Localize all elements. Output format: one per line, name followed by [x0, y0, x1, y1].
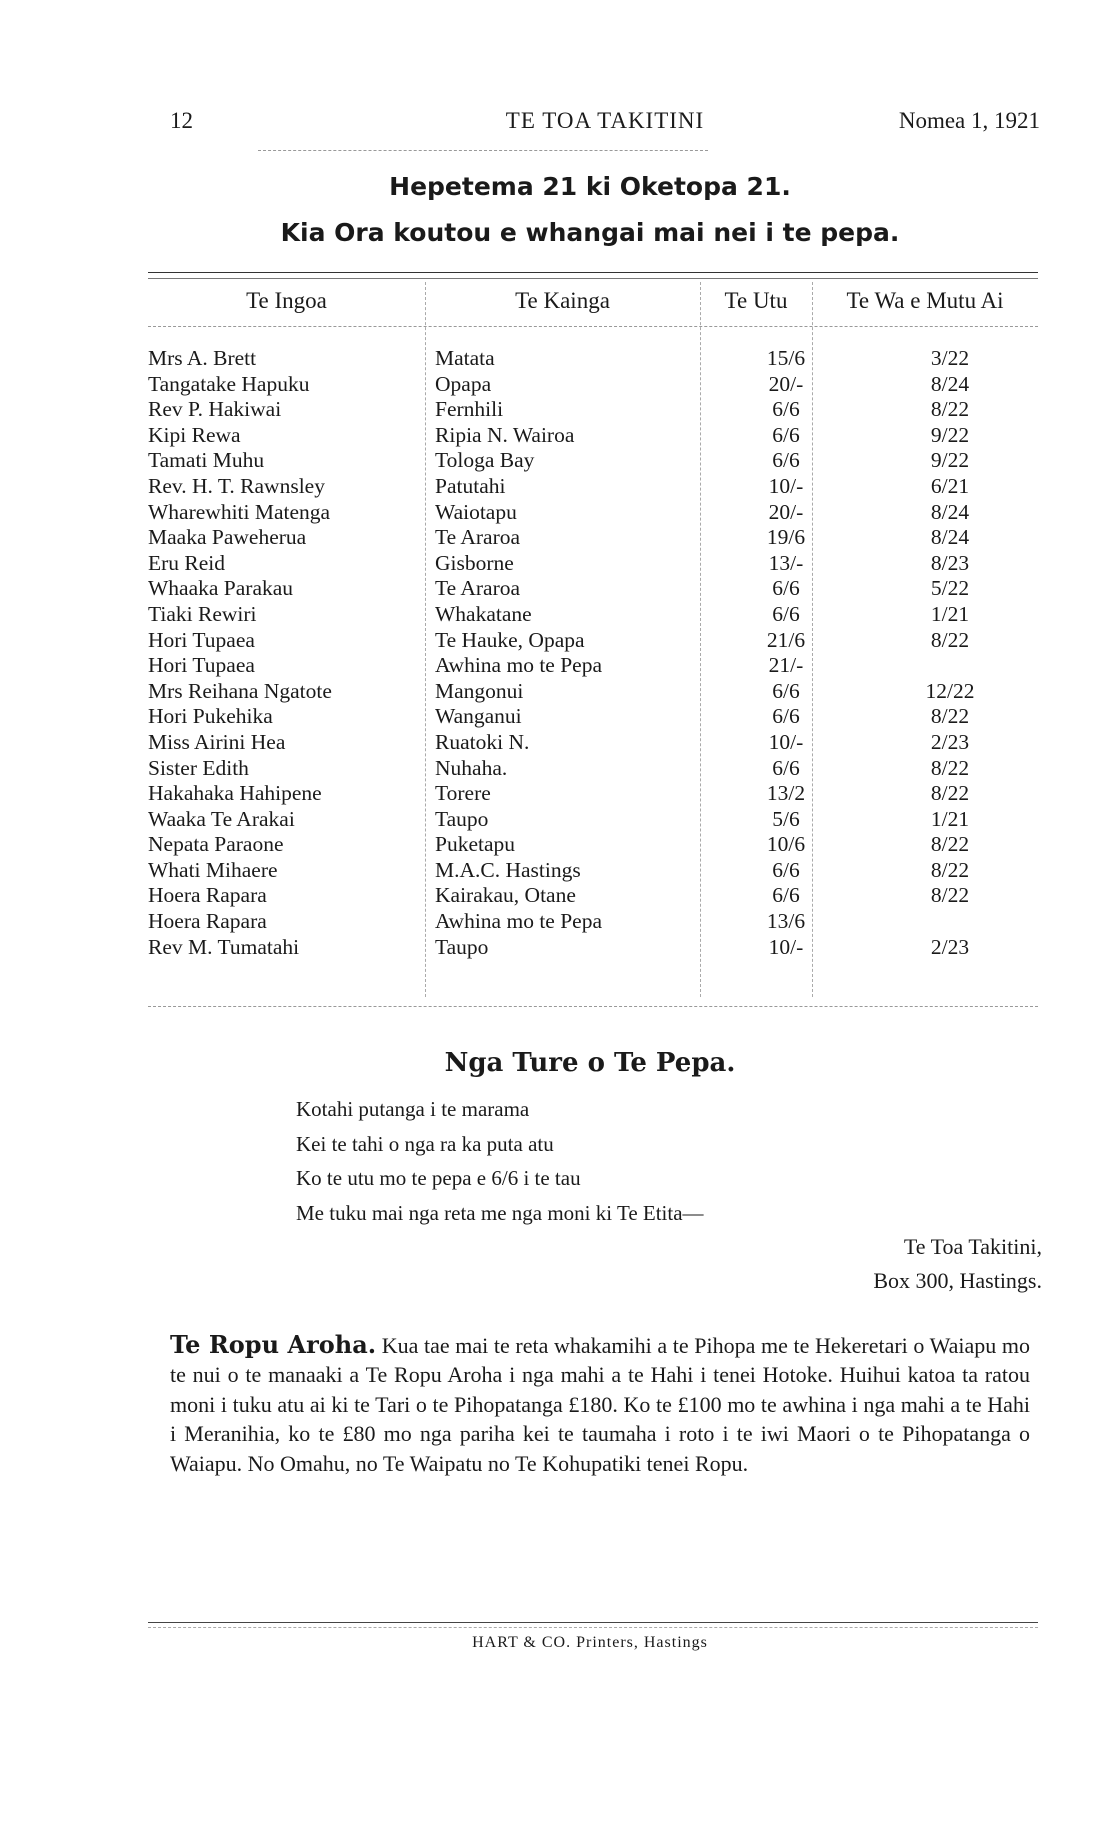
rule-line: Kotahi putanga i te marama — [296, 1097, 530, 1121]
cell-ends: 8/22 — [930, 832, 970, 857]
table-row — [148, 423, 1038, 449]
cell-ends: 8/22 — [930, 627, 970, 652]
cell-paid: 6/6 — [772, 601, 800, 626]
cell-name: Hakahaka Hahipene — [148, 781, 322, 806]
cell-place: Kairakau, Otane — [435, 883, 576, 908]
cell-paid: 6/6 — [772, 678, 800, 703]
rules-heading: Nga Ture o Te Pepa. — [444, 1048, 736, 1078]
rule-line: Me tuku mai nga reta me nga moni ki Te Etita— — [296, 1201, 704, 1226]
cell-name: Hoera Rapara — [148, 909, 267, 934]
table-row — [148, 346, 1038, 372]
cell-name: Rev P. Hakiwai — [148, 397, 282, 422]
cell-ends: 8/22 — [930, 781, 970, 806]
rule-line: Kei te tahi o nga ra ka puta atu — [296, 1131, 554, 1156]
table-row — [148, 448, 1038, 474]
cell-place: Whakatane — [435, 601, 532, 626]
cell-paid: 6/6 — [772, 857, 800, 882]
table-row — [148, 628, 1038, 654]
cell-name: Hori Pukehika — [148, 704, 273, 729]
cell-place: Te Araroa — [435, 525, 521, 550]
cell-place: Mangonui — [435, 678, 524, 703]
table-row — [148, 474, 1038, 500]
cell-name: Miss Airini Hea — [148, 729, 286, 754]
cell-place: Taupo — [435, 806, 489, 831]
table-row — [148, 397, 1038, 423]
cell-place: Wanganui — [435, 704, 522, 729]
cell-ends: 8/24 — [930, 525, 970, 550]
cell-paid: 21/6 — [766, 627, 806, 652]
cell-ends: 8/24 — [930, 499, 970, 524]
notice-paragraph — [170, 1330, 1030, 1478]
table-row — [148, 883, 1038, 909]
cell-paid: 15/6 — [766, 346, 806, 370]
table-bottom-rule — [148, 1006, 1038, 1007]
cell-paid: 6/6 — [772, 397, 800, 422]
cell-ends: 8/22 — [930, 755, 970, 780]
cell-name: Whaaka Parakau — [148, 576, 294, 601]
column-header-ends: Te Wa e Mutu Ai — [846, 288, 1004, 313]
cell-name: Mrs A. Brett — [148, 346, 257, 370]
column-header-name: Te Ingoa — [246, 288, 327, 313]
table-row — [148, 551, 1038, 577]
cell-paid: 6/6 — [772, 704, 800, 729]
cell-paid: 6/6 — [772, 755, 800, 780]
cell-place: Fernhili — [435, 397, 504, 422]
cell-ends: 5/22 — [930, 576, 970, 601]
cell-name: Hoera Rapara — [148, 883, 267, 908]
cell-place: Patutahi — [435, 473, 506, 498]
cell-name: Eru Reid — [148, 550, 226, 575]
page-subtitle: Kia Ora koutou e whangai mai nei i te pepa. — [280, 218, 900, 247]
cell-paid: 6/6 — [772, 576, 800, 601]
table-row — [148, 756, 1038, 782]
cell-ends: 8/22 — [930, 857, 970, 882]
table-row — [148, 653, 1038, 679]
table-row — [148, 730, 1038, 756]
page-number: 12 — [170, 108, 193, 133]
notice-body: Kua tae mai te reta whakamihi a te Pihopa me te Hekeretari o Waiapu mo te nui o te manaaki a Te Ropu Aroha i nga mahi a te Hahi i tenei Hotoke. Huihui katoa ta ratou moni i tuku atu ai ki te Tari o te Pihopatanga £180. Ko te £100 mo te awhina i nga mahi a te Hahi i Meranihia, ko te £80 mo nga pariha kei te taumaha i roto i te iwi Maori o te Pihopatanga o Waiapu. No Omahu, no Te Waipatu no Te Kohupatiki tenei Ropu. — [170, 1333, 1030, 1476]
running-head — [170, 108, 1040, 144]
table-header-rule — [148, 326, 1038, 327]
table-row — [148, 781, 1038, 807]
cell-place: Awhina mo te Pepa — [435, 909, 603, 934]
cell-place: Nuhaha. — [435, 755, 508, 780]
rules-list — [296, 1092, 1016, 1231]
cell-place: Puketapu — [435, 832, 516, 857]
cell-paid: 13/- — [768, 550, 804, 575]
table-row — [148, 576, 1038, 602]
cell-name: Tangatake Hapuku — [148, 371, 310, 396]
cell-name: Whati Mihaere — [148, 857, 278, 882]
cell-place: Taupo — [435, 934, 489, 959]
cell-paid: 20/- — [768, 499, 804, 524]
cell-name: Wharewhiti Matenga — [148, 499, 331, 524]
cell-ends: 6/21 — [930, 473, 970, 498]
table-row — [148, 935, 1038, 961]
cell-paid: 13/2 — [766, 781, 806, 806]
table-row — [148, 525, 1038, 551]
cell-place: Gisborne — [435, 550, 514, 575]
table-row — [148, 602, 1038, 628]
cell-place: Te Hauke, Opapa — [435, 627, 585, 652]
cell-name: Hori Tupaea — [148, 653, 255, 678]
cell-paid: 10/- — [768, 934, 804, 959]
footer-rule-inner — [148, 1627, 1038, 1628]
cell-place: Ripia N. Wairoa — [435, 422, 575, 447]
cell-ends: 8/22 — [930, 883, 970, 908]
cell-ends: 1/21 — [930, 806, 970, 831]
table-row — [148, 909, 1038, 935]
cell-paid: 6/6 — [772, 422, 800, 447]
cell-ends: 9/22 — [930, 422, 970, 447]
cell-name: Tiaki Rewiri — [148, 601, 257, 626]
table-row — [148, 832, 1038, 858]
cell-paid: 6/6 — [772, 448, 800, 473]
table-row — [148, 500, 1038, 526]
cell-ends: 8/22 — [930, 704, 970, 729]
cell-paid: 13/6 — [766, 909, 806, 934]
cell-name: Kipi Rewa — [148, 422, 241, 447]
cell-ends: 2/23 — [930, 729, 970, 754]
cell-paid: 19/6 — [766, 525, 806, 550]
cell-ends: 9/22 — [930, 448, 970, 473]
cell-paid: 20/- — [768, 371, 804, 396]
cell-place: Opapa — [435, 371, 492, 396]
header-divider — [258, 150, 708, 151]
cell-name: Rev. H. T. Rawnsley — [148, 473, 325, 498]
editor-address-name: Te Toa Takitini, — [903, 1234, 1042, 1259]
table-row — [148, 704, 1038, 730]
publication-title: TE TOA TAKITINI — [505, 108, 705, 133]
printer-imprint: HART & CO. Printers, Hastings — [472, 1634, 708, 1651]
cell-place: Ruatoki N. — [435, 729, 530, 754]
rule-line: Ko te utu mo te pepa e 6/6 i te tau — [296, 1166, 581, 1191]
table-row — [148, 858, 1038, 884]
cell-place: Te Araroa — [435, 576, 521, 601]
cell-name: Tamati Muhu — [148, 448, 265, 473]
subscriber-table — [148, 346, 1038, 960]
cell-name: Rev M. Tumatahi — [148, 934, 300, 959]
page-title: Hepetema 21 ki Oketopa 21. — [389, 172, 791, 201]
editor-address-box: Box 300, Hastings. — [873, 1268, 1042, 1293]
cell-paid: 5/6 — [772, 806, 800, 831]
table-top-rule — [148, 272, 1038, 273]
cell-ends: 8/22 — [930, 397, 970, 422]
cell-name: Waaka Te Arakai — [148, 806, 295, 831]
cell-name: Nepata Paraone — [148, 832, 284, 857]
cell-ends: 8/23 — [930, 550, 970, 575]
cell-paid: 6/6 — [772, 883, 800, 908]
cell-paid: 10/- — [768, 729, 804, 754]
table-row — [148, 807, 1038, 833]
notice-lead: Te Ropu Aroha. — [170, 1330, 377, 1359]
cell-ends: 1/21 — [930, 601, 970, 626]
table-row — [148, 372, 1038, 398]
cell-paid: 10/6 — [766, 832, 806, 857]
cell-ends: 3/22 — [930, 346, 970, 370]
cell-place: M.A.C. Hastings — [435, 857, 581, 882]
column-header-place: Te Kainga — [515, 288, 610, 313]
column-header-paid: Te Utu — [724, 288, 788, 313]
cell-ends: 12/22 — [925, 678, 975, 703]
cell-place: Awhina mo te Pepa — [435, 653, 603, 678]
cell-place: Torere — [435, 781, 491, 806]
footer-rule — [148, 1622, 1038, 1623]
cell-paid: 21/- — [768, 653, 804, 678]
cell-name: Mrs Reihana Ngatote — [148, 678, 332, 703]
table-row — [148, 679, 1038, 705]
cell-place: Matata — [435, 346, 495, 370]
cell-ends: 2/23 — [930, 934, 970, 959]
cell-place: Waiotapu — [435, 499, 517, 524]
cell-name: Maaka Paweherua — [148, 525, 307, 550]
cell-place: Tologa Bay — [435, 448, 535, 473]
cell-paid: 10/- — [768, 473, 804, 498]
cell-ends: 8/24 — [930, 371, 970, 396]
table-top-rule-inner — [148, 278, 1038, 279]
cell-name: Sister Edith — [148, 755, 249, 780]
cell-name: Hori Tupaea — [148, 627, 255, 652]
issue-date: Nomea 1, 1921 — [898, 108, 1040, 133]
